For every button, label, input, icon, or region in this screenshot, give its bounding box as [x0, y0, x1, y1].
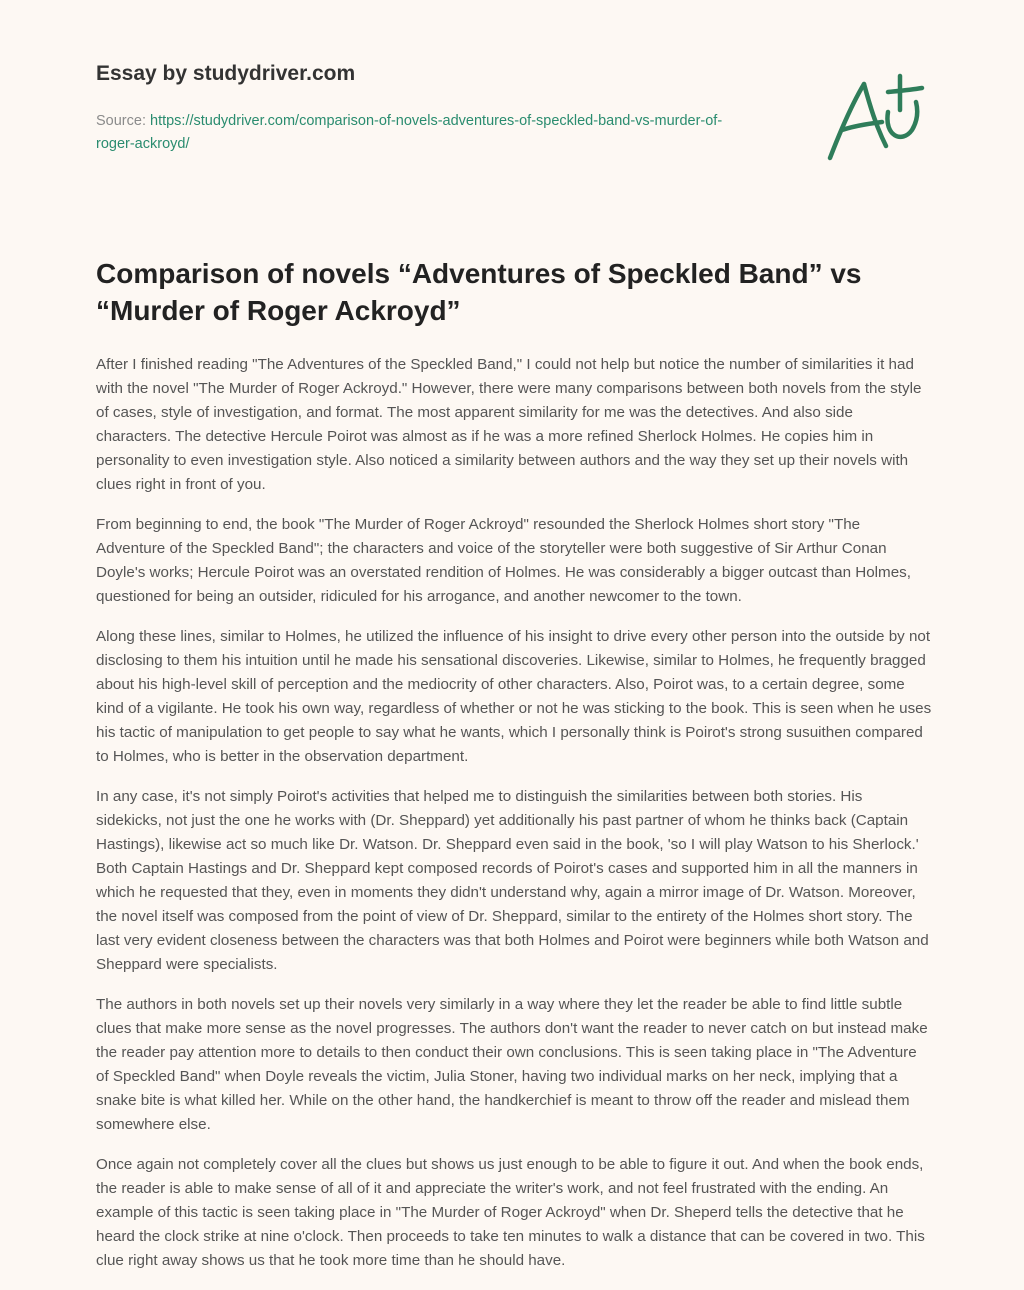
essay-title: Comparison of novels “Adventures of Speckled Band” vs “Murder of Roger Ackroyd” [96, 258, 862, 326]
essay-paragraph: Along these lines, similar to Holmes, he utilized the influence of his insight to drive every other person into the outside by not disclosing to them his intuition until he made his sensational discoveries. Likewise, similar to Holmes, he frequently bragged about his high-level skill of perception and the mediocrity of other characters. Also, Poirot was, to a certain degree, some kind of a vigilante. He took his own way, regardless of whether or not he was sticking to the book. This is seen when he uses his tactic of manipulation to get people to say what he wants, which I personally think is Poirot's strong susuithen compared to Holmes, who is better in the observation department. [96, 628, 932, 765]
essay-paragraph: Once again not completely cover all the clues but shows us just enough to be able to figure it out. And when the book ends, the reader is able to make sense of all of it and appreciate the writer's work, and not feel frustrated with the ending. An example of this tactic is seen taking place in "The Murder of Roger Ackroyd" when Dr. Sheperd tells the detective that he heard the clock strike at nine o'clock. Then proceeds to take ten minutes to walk a distance that can be covered in two. This clue right away shows us that he took more time than he should have. [96, 1156, 925, 1269]
essay-paragraph: The authors in both novels set up their novels very similarly in a way where they let the reader be able to find little subtle clues that make more sense as the novel progresses. The authors don't want the reader to never catch on but instead make the reader pay attention more to details to then conduct their own conclusions. This is seen taking place in "The Adventure of Speckled Band" when Doyle reveals the victim, Julia Stoner, having two individual marks on her neck, implying that a snake bite is what killed her. While on the other hand, the handkerchief is meant to throw off the reader and mislead them somewhere else. [96, 996, 928, 1133]
essay-body [96, 353, 932, 1289]
source-label: Source: [96, 113, 150, 129]
source-link[interactable]: https://studydriver.com/comparison-of-novels-adventures-of-speckled-band-vs-murder-of-roger-ackroyd/ [96, 113, 723, 152]
essay-paragraph: From beginning to end, the book "The Murder of Roger Ackroyd" resounded the Sherlock Holmes short story "The Adventure of the Speckled Band"; the characters and voice of the storyteller were both suggestive of Sir Arthur Conan Doyle's works; Hercule Poirot was an overstated rendition of Holmes. He was considerably a bigger outcast than Holmes, questioned for being an outsider, ridiculed for his arrogance, and another newcomer to the town. [96, 516, 911, 605]
source-line [96, 110, 736, 156]
essay-paragraph: In any case, it's not simply Poirot's activities that helped me to distinguish the similarities between both stories. His sidekicks, not just the one he works with (Dr. Sheppard) yet additionally his past partner of whom he thinks back (Captain Hastings), likewise act so much like Dr. Watson. Dr. Sheppard even said in the book, 'so I will play Watson to his Sherlock.' Both Captain Hastings and Dr. Sheppard kept composed records of Poirot's cases and supported him in all the manners in which he requested that they, even in moments they didn't understand why, again a mirror image of Dr. Watson. Moreover, the novel itself was composed from the point of view of Dr. Sheppard, similar to the entirety of the Holmes short story. The last very evident closeness between the characters was that both Holmes and Poirot were beginners while both Watson and Sheppard were specialists. [96, 788, 929, 973]
essay-paragraph: After I finished reading "The Adventures of the Speckled Band," I could not help but notice the number of similarities it had with the novel "The Murder of Roger Ackroyd." However, there were many comparisons between both novels from the style of cases, style of investigation, and format. The most apparent similarity for me was the detectives. And also side characters. The detective Hercule Poirot was almost as if he was a more refined Sherlock Holmes. He copies him in personality to even investigation style. Also noticed a similarity between authors and the way they set up their novels with clues right in front of you. [96, 356, 922, 493]
a-plus-logo-icon [818, 70, 930, 166]
site-title: Essay by studydriver.com [96, 62, 356, 85]
